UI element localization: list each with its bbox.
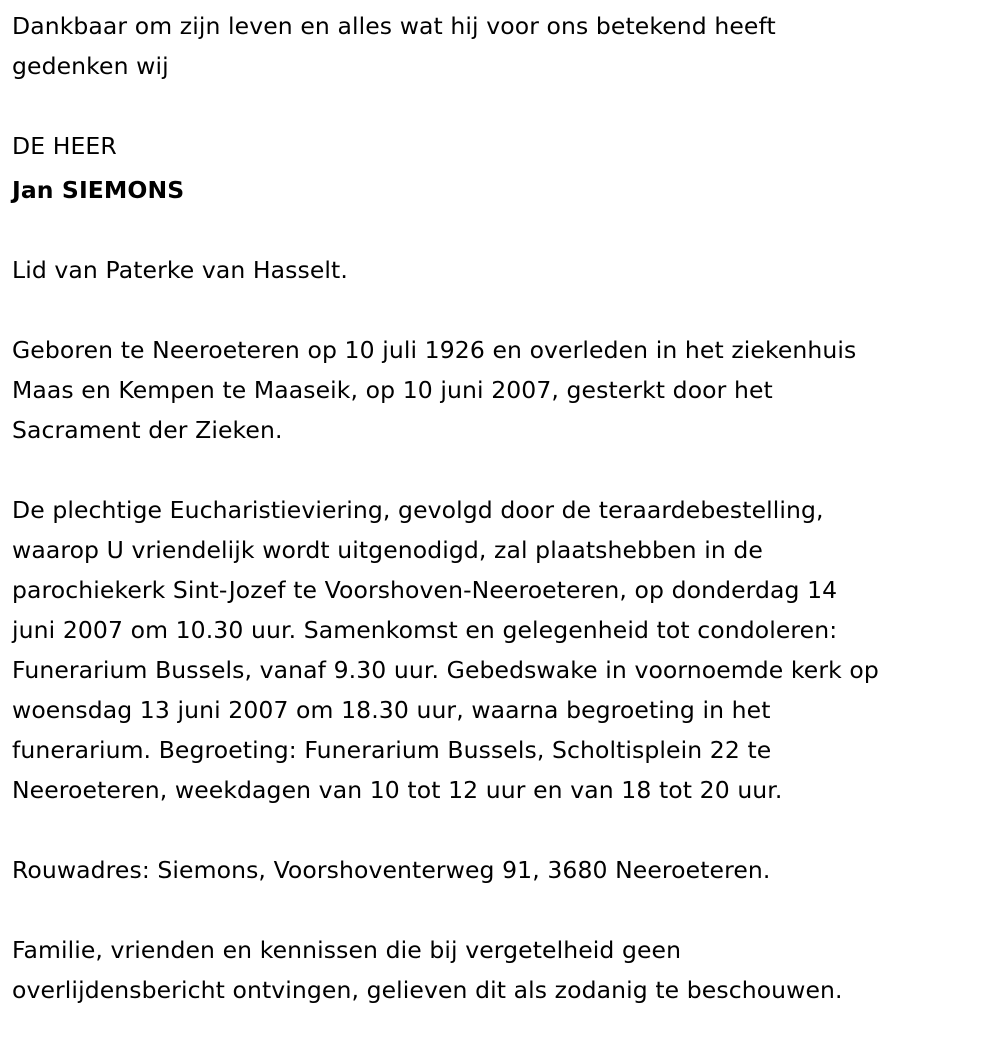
text-line: Familie, vrienden en kennissen die bij vergetelheid geen [12,936,682,964]
text-line: Jan SIEMONS [12,176,185,204]
ceremony-paragraph [12,490,1000,810]
address-paragraph [12,850,1000,890]
text-line: De plechtige Eucharistieviering, gevolgd door de teraardebestelling, [12,496,824,524]
text-line: parochiekerk Sint-Jozef te Voorshoven-Neeroeteren, op donderdag 14 [12,576,838,604]
text-line: woensdag 13 juni 2007 om 18.30 uur, waarna begroeting in het [12,696,771,724]
text-line: Maas en Kempen te Maaseik, op 10 juni 2007, gesterkt door het [12,376,773,404]
text-line: Dankbaar om zijn leven en alles wat hij voor ons betekend heeft [12,12,776,40]
membership-paragraph [12,250,1000,290]
deceased-name [12,170,1000,210]
text-line: Lid van Paterke van Hasselt. [12,256,348,284]
text-line: overlijdensbericht ontvingen, gelieven dit als zodanig te beschouwen. [12,976,843,1004]
text-line: Funerarium Bussels, vanaf 9.30 uur. Gebedswake in voornoemde kerk op [12,656,879,684]
obituary-document [12,6,1000,1050]
text-line: waarop U vriendelijk wordt uitgenodigd, zal plaatshebben in de [12,536,763,564]
text-line: funerarium. Begroeting: Funerarium Bussels, Scholtisplein 22 te [12,736,772,764]
text-line: Sacrament der Zieken. [12,416,283,444]
text-line: juni 2007 om 10.30 uur. Samenkomst en gelegenheid tot condoleren: [12,616,838,644]
text-line: Neeroeteren, weekdagen van 10 tot 12 uur en van 18 tot 20 uur. [12,776,783,804]
closing-paragraph [12,930,1000,1010]
text-line: DE HEER [12,132,117,160]
text-line: Rouwadres: Siemons, Voorshoventerweg 91, 3680 Neeroeteren. [12,856,771,884]
intro-paragraph [12,6,1000,86]
honorific-title [12,126,1000,166]
birth-death-paragraph [12,330,1000,450]
text-line: gedenken wij [12,52,169,80]
text-line: Geboren te Neeroeteren op 10 juli 1926 en overleden in het ziekenhuis [12,336,857,364]
